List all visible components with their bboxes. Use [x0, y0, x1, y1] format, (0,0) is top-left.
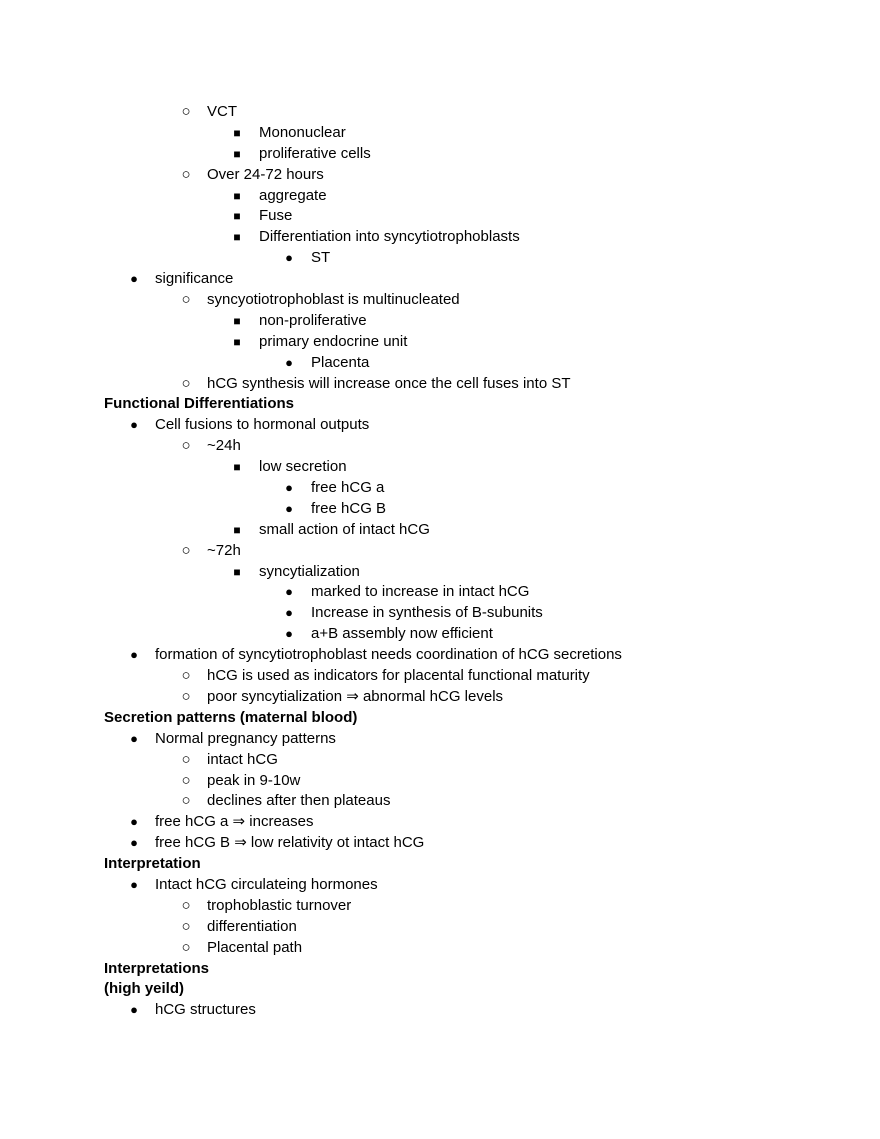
list-item — [0, 750, 880, 771]
list-item — [0, 938, 880, 959]
list-item — [0, 562, 880, 583]
list-item-text: Normal pregnancy patterns — [155, 729, 336, 747]
list-item-text: Differentiation into syncytiotrophoblasts — [259, 228, 520, 246]
list-item-text: formation of syncytiotrophoblast needs coordination of hCG secretions — [155, 646, 622, 664]
list-item — [0, 436, 880, 457]
list-item-text: Cell fusions to hormonal outputs — [155, 416, 370, 434]
square-bullet-icon: ■ — [233, 313, 241, 328]
list-item — [0, 791, 880, 812]
list-item-text: syncytialization — [259, 562, 360, 580]
disc-bullet-icon: ● — [285, 500, 293, 516]
list-item-text: differentiation — [207, 917, 297, 935]
section-heading — [0, 979, 880, 1000]
heading-text: Interpretation — [104, 855, 201, 873]
disc-bullet-icon: ● — [130, 647, 138, 663]
list-item-text: marked to increase in intact hCG — [311, 583, 530, 601]
list-item-text: ~24h — [207, 437, 241, 455]
heading-text: Secretion patterns (maternal blood) — [104, 708, 358, 726]
circle-bullet-icon: ○ — [181, 896, 191, 914]
list-item — [0, 603, 880, 624]
heading-text: (high yeild) — [104, 980, 184, 998]
list-item — [0, 332, 880, 353]
list-item-text: declines after then plateaus — [207, 792, 391, 810]
list-item — [0, 729, 880, 750]
disc-bullet-icon: ● — [285, 626, 293, 642]
section-heading — [0, 708, 880, 729]
list-item — [0, 206, 880, 227]
square-bullet-icon: ■ — [233, 146, 241, 161]
list-item-text: ~72h — [207, 541, 241, 559]
section-heading — [0, 394, 880, 415]
disc-bullet-icon: ● — [130, 814, 138, 830]
list-item — [0, 165, 880, 186]
disc-bullet-icon: ● — [130, 876, 138, 892]
list-item-text: Placental path — [207, 938, 303, 956]
circle-bullet-icon: ○ — [181, 917, 191, 935]
list-item — [0, 227, 880, 248]
list-item — [0, 520, 880, 541]
list-item-text: syncyotiotrophoblast is multinucleated — [207, 291, 460, 309]
list-item-text: peak in 9-10w — [207, 771, 301, 789]
disc-bullet-icon: ● — [130, 271, 138, 287]
list-item — [0, 144, 880, 165]
list-item — [0, 833, 880, 854]
list-item — [0, 541, 880, 562]
list-item-text: Placenta — [311, 353, 370, 371]
list-item-text: free hCG B ⇒ low relativity ot intact hCG — [155, 834, 425, 852]
list-item-text: ST — [311, 249, 331, 267]
circle-bullet-icon: ○ — [181, 291, 191, 309]
disc-bullet-icon: ● — [130, 835, 138, 851]
list-item-text: Increase in synthesis of B-subunits — [311, 604, 543, 622]
list-item — [0, 624, 880, 645]
list-item — [0, 374, 880, 395]
heading-text: Interpretations — [104, 959, 210, 977]
list-item-text: Mononuclear — [259, 123, 346, 141]
circle-bullet-icon: ○ — [181, 541, 191, 559]
circle-bullet-icon: ○ — [181, 667, 191, 685]
circle-bullet-icon: ○ — [181, 165, 191, 183]
list-item-text: aggregate — [259, 186, 327, 204]
list-item-text: free hCG a — [311, 479, 385, 497]
disc-bullet-icon: ● — [285, 354, 293, 370]
list-item-text: trophoblastic turnover — [207, 896, 352, 914]
list-item — [0, 478, 880, 499]
list-item — [0, 290, 880, 311]
circle-bullet-icon: ○ — [181, 374, 191, 392]
list-item — [0, 875, 880, 896]
list-item — [0, 415, 880, 436]
list-item — [0, 269, 880, 290]
circle-bullet-icon: ○ — [181, 771, 191, 789]
square-bullet-icon: ■ — [233, 188, 241, 203]
disc-bullet-icon: ● — [130, 730, 138, 746]
disc-bullet-icon: ● — [285, 584, 293, 600]
square-bullet-icon: ■ — [233, 230, 241, 245]
list-item — [0, 896, 880, 917]
circle-bullet-icon: ○ — [181, 103, 191, 120]
list-item — [0, 248, 880, 269]
list-item-text: a+B assembly now efficient — [311, 625, 493, 643]
document-body — [0, 102, 880, 1021]
list-item — [0, 771, 880, 792]
square-bullet-icon: ■ — [233, 125, 241, 140]
circle-bullet-icon: ○ — [181, 792, 191, 810]
list-item — [0, 311, 880, 332]
list-item — [0, 499, 880, 520]
list-item-text: hCG is used as indicators for placental functional maturity — [207, 667, 590, 685]
square-bullet-icon: ■ — [233, 334, 241, 349]
list-item-text: small action of intact hCG — [259, 520, 430, 538]
list-item-text: low secretion — [259, 458, 347, 476]
list-item — [0, 666, 880, 687]
list-item — [0, 186, 880, 207]
list-item — [0, 917, 880, 938]
list-item — [0, 457, 880, 478]
list-item-text: free hCG a ⇒ increases — [155, 813, 314, 831]
list-item — [0, 353, 880, 374]
disc-bullet-icon: ● — [285, 250, 293, 266]
section-heading — [0, 854, 880, 875]
square-bullet-icon: ■ — [233, 522, 241, 537]
list-item-text: Over 24-72 hours — [207, 165, 324, 183]
list-item-text: significance — [155, 270, 234, 288]
list-item-text: VCT — [207, 103, 237, 120]
square-bullet-icon: ■ — [233, 460, 241, 475]
list-item-text: hCG synthesis will increase once the cell fuses into ST — [207, 374, 571, 392]
circle-bullet-icon: ○ — [181, 750, 191, 768]
square-bullet-icon: ■ — [233, 209, 241, 224]
list-item-text: non-proliferative — [259, 311, 367, 329]
list-item — [0, 1000, 880, 1021]
disc-bullet-icon: ● — [130, 417, 138, 433]
heading-text: Functional Differentiations — [104, 395, 295, 413]
disc-bullet-icon: ● — [285, 480, 293, 496]
list-item — [0, 812, 880, 833]
list-item — [0, 687, 880, 708]
list-item — [0, 123, 880, 144]
circle-bullet-icon: ○ — [181, 938, 191, 956]
list-item-text: Intact hCG circulateing hormones — [155, 875, 378, 893]
list-item — [0, 645, 880, 666]
list-item-text: intact hCG — [207, 750, 278, 768]
list-item-text: Fuse — [259, 207, 293, 225]
list-item — [0, 102, 880, 123]
list-item-text: hCG structures — [155, 1001, 256, 1019]
square-bullet-icon: ■ — [233, 564, 241, 579]
disc-bullet-icon: ● — [285, 605, 293, 621]
list-item — [0, 582, 880, 603]
section-heading — [0, 959, 880, 980]
list-item-text: free hCG B — [311, 499, 387, 517]
circle-bullet-icon: ○ — [181, 687, 191, 705]
list-item-text: proliferative cells — [259, 144, 371, 162]
disc-bullet-icon: ● — [130, 1002, 138, 1018]
list-item-text: poor syncytialization ⇒ abnormal hCG levels — [207, 687, 504, 705]
circle-bullet-icon: ○ — [181, 437, 191, 455]
list-item-text: primary endocrine unit — [259, 332, 408, 350]
